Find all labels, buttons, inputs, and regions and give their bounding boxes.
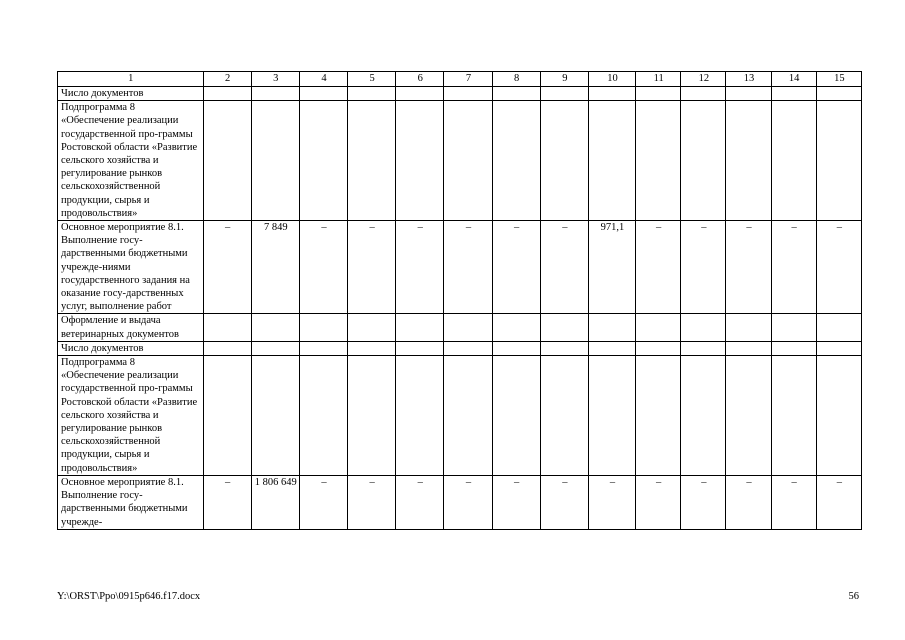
table-cell: [203, 87, 251, 101]
table-cell: –: [681, 475, 726, 529]
table-cell: [588, 314, 635, 341]
table-cell: –: [771, 221, 816, 314]
table-cell: –: [348, 221, 396, 314]
table-cell: [816, 356, 861, 476]
table-cell: [636, 87, 681, 101]
table-cell: 7 849: [251, 221, 299, 314]
table-cell: [771, 356, 816, 476]
table-cell: [444, 341, 492, 355]
table-cell: –: [681, 221, 726, 314]
table-cell: [816, 341, 861, 355]
table-cell: [771, 101, 816, 221]
table-cell: –: [396, 221, 444, 314]
table-cell: [251, 314, 299, 341]
table-cell: [540, 87, 588, 101]
row-label: Основное мероприятие 8.1. Выполнение госу-дарственными бюджетными учрежде-ниями государственного задания на оказание госу-дарственных услуг, выполнение работ: [58, 221, 204, 314]
column-number-header: 1: [58, 72, 204, 87]
table-cell: –: [771, 475, 816, 529]
table-cell: [299, 314, 347, 341]
footer-file-path: Y:\ORST\Ppo\0915p646.f17.docx: [57, 591, 201, 602]
table-row: [58, 87, 862, 101]
table-cell: [636, 341, 681, 355]
table-cell: [636, 314, 681, 341]
table-cell: [726, 314, 771, 341]
table-cell: [771, 87, 816, 101]
table-cell: [444, 87, 492, 101]
table-cell: [492, 341, 540, 355]
table-row: [58, 314, 862, 341]
table-cell: –: [816, 221, 861, 314]
table-cell: –: [816, 475, 861, 529]
row-label: Подпрограмма 8 «Обеспечение реализации государственной про-граммы Ростовской области «Развитие сельского хозяйства и регулирование рынков сельскохозяйственной продукции, сырья и продовольствия»: [58, 101, 204, 221]
data-table: [57, 71, 862, 530]
table-cell: [726, 356, 771, 476]
table-cell: –: [540, 221, 588, 314]
table-cell: [396, 356, 444, 476]
table-cell: [299, 87, 347, 101]
table-cell: [203, 356, 251, 476]
table-cell: [251, 356, 299, 476]
table-cell: –: [636, 475, 681, 529]
table-cell: –: [444, 475, 492, 529]
table-cell: [540, 101, 588, 221]
column-number-header: 10: [588, 72, 635, 87]
table-cell: [492, 314, 540, 341]
row-label: Основное мероприятие 8.1. Выполнение госу-дарственными бюджетными учрежде-: [58, 475, 204, 529]
column-number-header: 14: [771, 72, 816, 87]
column-number-header: 15: [816, 72, 861, 87]
table-cell: [396, 101, 444, 221]
table-cell: [444, 356, 492, 476]
table-row: [58, 356, 862, 476]
table-cell: –: [444, 221, 492, 314]
table-cell: [816, 314, 861, 341]
table-cell: [588, 87, 635, 101]
table-cell: [299, 101, 347, 221]
table-cell: –: [203, 221, 251, 314]
column-number-header: 4: [299, 72, 347, 87]
column-number-header: 2: [203, 72, 251, 87]
table-cell: [681, 341, 726, 355]
column-number-header: 13: [726, 72, 771, 87]
column-number-header: 7: [444, 72, 492, 87]
table-cell: [348, 341, 396, 355]
table-cell: [396, 341, 444, 355]
table-cell: [771, 341, 816, 355]
table-cell: [681, 356, 726, 476]
column-number-header: 5: [348, 72, 396, 87]
column-number-header: 11: [636, 72, 681, 87]
table-cell: –: [299, 221, 347, 314]
table-cell: [203, 101, 251, 221]
table-header-row: [58, 72, 862, 87]
table-cell: –: [348, 475, 396, 529]
column-number-header: 6: [396, 72, 444, 87]
table-cell: –: [726, 221, 771, 314]
table-cell: [588, 356, 635, 476]
column-number-header: 12: [681, 72, 726, 87]
table-cell: –: [396, 475, 444, 529]
page-number: 56: [848, 591, 859, 602]
table-cell: [726, 87, 771, 101]
table-cell: [636, 356, 681, 476]
table-cell: [251, 101, 299, 221]
table-cell: [816, 101, 861, 221]
table-cell: [348, 356, 396, 476]
table-cell: [396, 314, 444, 341]
table-cell: –: [492, 475, 540, 529]
table-cell: [299, 356, 347, 476]
table-cell: [540, 356, 588, 476]
table-cell: [348, 101, 396, 221]
table-cell: –: [203, 475, 251, 529]
column-number-header: 8: [492, 72, 540, 87]
table-cell: [681, 314, 726, 341]
row-label: Подпрограмма 8 «Обеспечение реализации государственной про-граммы Ростовской области «Развитие сельского хозяйства и регулирование рынков сельскохозяйственной продукции, сырья и продовольствия»: [58, 356, 204, 476]
table-cell: [726, 341, 771, 355]
table-cell: [299, 341, 347, 355]
table-cell: [636, 101, 681, 221]
table-cell: [588, 101, 635, 221]
table-cell: [203, 314, 251, 341]
row-label: Оформление и выдача ветеринарных документов: [58, 314, 204, 341]
table-cell: –: [726, 475, 771, 529]
table-row: [58, 341, 862, 355]
table-cell: [396, 87, 444, 101]
row-label: Число документов: [58, 341, 204, 355]
table-cell: [540, 341, 588, 355]
table-cell: [348, 314, 396, 341]
table-cell: –: [588, 475, 635, 529]
table-cell: [203, 341, 251, 355]
table-cell: [726, 101, 771, 221]
table-cell: [348, 87, 396, 101]
table-cell: [492, 87, 540, 101]
table-cell: –: [540, 475, 588, 529]
table-cell: [588, 341, 635, 355]
table-cell: –: [492, 221, 540, 314]
table-cell: 971,1: [588, 221, 635, 314]
table-cell: [251, 341, 299, 355]
table-cell: [816, 87, 861, 101]
row-label: Число документов: [58, 87, 204, 101]
column-number-header: 3: [251, 72, 299, 87]
table-row: [58, 101, 862, 221]
column-number-header: 9: [540, 72, 588, 87]
table-cell: –: [636, 221, 681, 314]
table-row: [58, 221, 862, 314]
table-cell: [681, 87, 726, 101]
table-cell: [251, 87, 299, 101]
table-cell: [492, 356, 540, 476]
table-cell: [681, 101, 726, 221]
table-cell: [540, 314, 588, 341]
table-cell: [492, 101, 540, 221]
table-cell: –: [299, 475, 347, 529]
table-cell: 1 806 649: [251, 475, 299, 529]
table-cell: [444, 101, 492, 221]
table-row: [58, 475, 862, 529]
table-cell: [771, 314, 816, 341]
table-cell: [444, 314, 492, 341]
